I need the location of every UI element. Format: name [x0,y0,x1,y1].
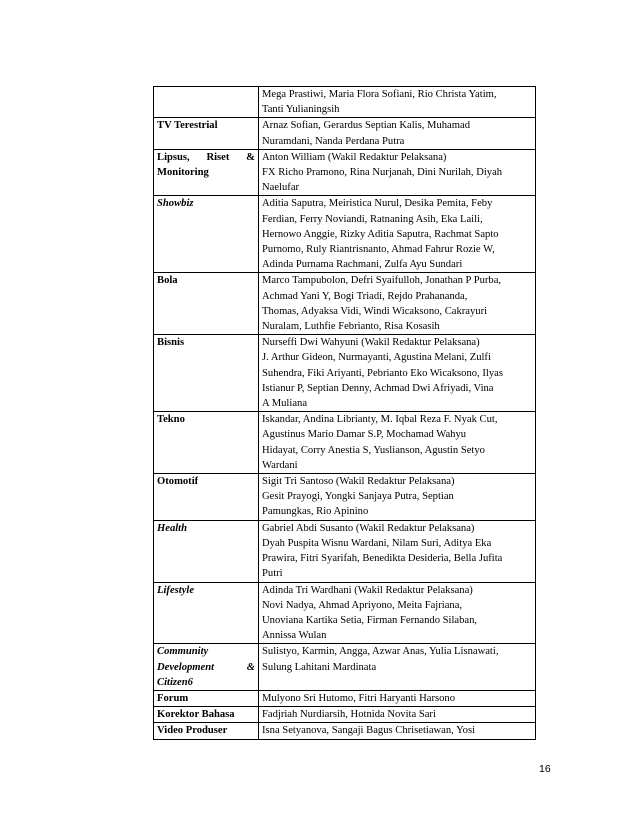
staff-table-body [154,87,536,740]
staff-names [259,196,536,273]
staff-names [259,690,536,706]
section-label: Lifestyle [154,582,259,644]
table-row [154,644,536,691]
staff-names-line: Putri [262,568,283,580]
staff-names-line: Adinda Tri Wardhani (Wakil Redaktur Pelaksana) [262,584,473,596]
staff-names [259,474,536,521]
staff-names-line: Wardani [262,459,298,471]
staff-names-line: Annissa Wulan [262,630,327,642]
staff-names-line: Pamungkas, Rio Apinino [262,506,369,518]
section-label: Korektor Bahasa [154,707,259,723]
staff-table [153,86,536,740]
table-row [154,707,536,723]
staff-names-line: Istianur P, Septian Denny, Achmad Dwi Afriyadi, Vina [262,382,494,394]
staff-names-line: Adinda Purnama Rachmani, Zulfa Ayu Sundari [262,259,463,271]
staff-names-line: Isna Setyanova, Sangaji Bagus Chrisetiawan, Yosi [262,725,476,737]
section-label: Tekno [154,412,259,474]
table-row [154,412,536,474]
staff-names-line: Sigit Tri Santoso (Wakil Redaktur Pelaksana) [262,476,455,488]
section-label: Showbiz [154,196,259,273]
staff-names [259,149,536,196]
staff-names [259,87,536,118]
staff-names-line: A Muliana [262,398,308,410]
staff-names-line: Ferdian, Ferry Noviandi, Ratnaning Asih, Eka Laili, [262,213,483,225]
staff-names-line: Sulung Lahitani Mardinata [262,661,377,673]
staff-names-line: Nurseffi Dwi Wahyuni (Wakil Redaktur Pelaksana) [262,337,480,349]
table-row [154,335,536,412]
table-row [154,149,536,196]
table-row [154,582,536,644]
staff-names-line: FX Richo Pramono, Rina Nurjanah, Dini Nurilah, Diyah [262,167,503,179]
staff-names [259,723,536,739]
section-label: Bola [154,273,259,335]
section-label: Otomotif [154,474,259,521]
staff-names-line: Mega Prastiwi, Maria Flora Sofiani, Rio Christa Yatim, [262,89,497,100]
page-number: 16 [539,763,551,775]
section-label [154,87,259,118]
staff-names-line: Thomas, Adyaksa Vidi, Windi Wicaksono, Cakrayuri [262,305,488,317]
staff-names-line: Sulistyo, Karmin, Angga, Azwar Anas, Yulia Lisnawati, [262,646,499,658]
staff-names [259,644,536,691]
staff-names-line: Mulyono Sri Hutomo, Fitri Haryanti Harsono [262,692,456,704]
staff-names-line: Gesit Prayogi, Yongki Sanjaya Putra, Septian [262,491,454,503]
staff-names-line: Iskandar, Andina Librianty, M. Iqbal Reza F. Nyak Cut, [262,414,498,426]
staff-names-line: Nuramdani, Nanda Perdana Putra [262,135,405,147]
staff-names-line: Hernowo Anggie, Rizky Aditia Saputra, Rachmat Sapto [262,228,499,240]
staff-names-line: Marco Tampubolon, Defri Syaifulloh, Jonathan P Purba, [262,275,502,287]
section-label: Health [154,520,259,582]
table-row [154,196,536,273]
staff-names-line: Dyah Puspita Wisnu Wardani, Nilam Suri, Aditya Eka [262,537,492,549]
section-label: Bisnis [154,335,259,412]
staff-names-line: Agustinus Mario Damar S.P, Mochamad Wahyu [262,429,467,441]
section-label: Lipsus, Riset & Monitoring [154,149,259,196]
staff-names-line: Prawira, Fitri Syarifah, Benedikta Desideria, Bella Jufita [262,553,503,565]
staff-names-line: Suhendra, Fiki Ariyanti, Pebrianto Eko Wicaksono, Ilyas [262,367,503,379]
staff-names [259,273,536,335]
staff-names [259,335,536,412]
staff-names [259,412,536,474]
table-row [154,474,536,521]
staff-names [259,582,536,644]
table-row [154,87,536,118]
staff-names-line: Arnaz Sofian, Gerardus Septian Kalis, Muhamad [262,120,470,132]
staff-names-line: Novi Nadya, Ahmad Apriyono, Meita Fajriana, [262,599,463,611]
staff-names-line: Nuralam, Luthfie Febrianto, Risa Kosasih [262,321,440,333]
staff-names [259,118,536,149]
staff-names-line: Purnomo, Ruly Riantrisnanto, Ahmad Fahrur Rozie W, [262,244,495,256]
staff-names-line: Tanti Yulianingsih [262,104,340,116]
staff-names-line: Unoviana Kartika Setia, Firman Fernando Silaban, [262,614,478,626]
section-label: Forum [154,690,259,706]
table-row [154,690,536,706]
staff-names-line: Aditia Saputra, Meiristica Nurul, Desika Pemita, Feby [262,198,493,210]
staff-names-line: Anton William (Wakil Redaktur Pelaksana) [262,151,447,163]
table-row [154,723,536,739]
staff-names-line: Achmad Yani Y, Bogi Triadi, Rejdo Prahananda, [262,290,468,302]
section-label: TV Terestrial [154,118,259,149]
staff-names-line: Naelufar [262,182,300,194]
staff-names-line: J. Arthur Gideon, Nurmayanti, Agustina Melani, Zulfi [262,352,491,364]
staff-names-line: Gabriel Abdi Susanto (Wakil Redaktur Pelaksana) [262,522,475,534]
table-row [154,118,536,149]
staff-names-line: Hidayat, Corry Anestia S, Yuslianson, Agustin Setyo [262,444,485,456]
section-label: Community Development & Citizen6 [154,644,259,691]
staff-names [259,520,536,582]
staff-names [259,707,536,723]
section-label: Video Produser [154,723,259,739]
table-row [154,273,536,335]
staff-names-line: Fadjriah Nurdiarsih, Hotnida Novita Sari [262,709,436,721]
table-row [154,520,536,582]
